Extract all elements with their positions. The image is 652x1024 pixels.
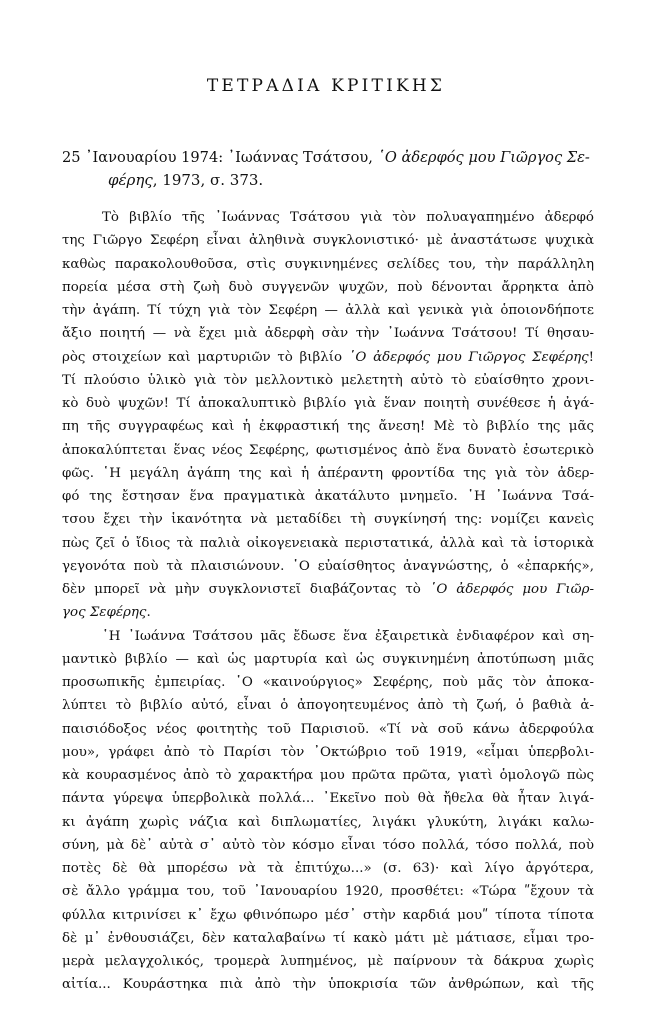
text-line: φῶς. ῾Η μεγάλη ἀγάπη της καὶ ἡ ἀπέραντη φροντίδα της γιὰ τὸν ἀδερ-: [62, 465, 594, 481]
text-line: [62, 601, 594, 624]
text-line: μου», γράφει ἀπὸ τὸ Παρίσι τὸν ᾽Οκτώβριο τοῦ 1919, «εἶμαι ὑπερβολι-: [62, 744, 594, 760]
text-line: ποτὲς δὲ θὰ μπορέσω νὰ τὰ ἐπιτύχω...» (σ. 63)· καὶ λίγο ἀργότερα,: [62, 861, 594, 876]
text-line: ῾Η ᾽Ιωάννα Τσάτσου μᾶς ἔδωσε ἕνα ἐξαιρετικὰ ἐνδιαφέρον καὶ ση-: [102, 628, 594, 644]
text-segment: .: [146, 605, 151, 621]
book-title-italic: ῾Ο ἀδερφός μου Γιῶργος Σεφέρης: [348, 349, 589, 365]
citation-line-1: [62, 146, 592, 169]
text-line: της Γιῶργο Σεφέρη εἶναι ἀληθινὰ συγκλονιστικό· μὲ ἀναστάτωσε ψυχικὰ: [62, 233, 594, 249]
text-segment: ρὸς στοιχείων καὶ μαρτυριῶν τὸ βιβλίο: [62, 349, 349, 365]
text-line: πη τῆς συγγραφέως καὶ ἡ ἐκφραστική της ἄνεση! Μὲ τὸ βιβλίο της μᾶς: [62, 419, 594, 435]
citation-line-2: [62, 169, 592, 192]
text-line: φύλλα κιτρινίσει κ᾽ ἔχω φθινόπωρο μέσ᾽ στὴν καρδιά μουʺ τίποτα τίποτα: [62, 907, 594, 923]
text-line: ἄξιο ποιητή — νὰ ἔχει μιὰ ἀδερφὴ σὰν τὴν ᾽Ιωάννα Τσάτσου! Τί θησαυ-: [62, 326, 594, 342]
text-line: [62, 578, 594, 601]
text-line: γεγονότα ποὺ τὰ πλαισιώνουν. ῾Ο εὐαίσθητος ἀναγνώστης, ὁ «ἐπαρκής»,: [62, 558, 594, 574]
text-line: λύπτει τὸ βιβλίο αὐτό, εἶναι ὁ ἀπογοητευμένος ἀπὸ τὴ ζωή, ὁ βαθιὰ ἀ-: [62, 698, 594, 714]
running-header: ΤΕΤΡΑΔΙΑ ΚΡΙΤΙΚΗΣ: [206, 76, 446, 96]
entry-body: [62, 206, 594, 997]
text-line: τὴν ἀγάπη. Τί τύχη γιὰ τὸν Σεφέρη — ἀλλὰ καὶ γενικὰ γιὰ ὁποιονδήποτε: [62, 303, 594, 318]
text-segment: δὲν μπορεῖ νὰ μὴν συγκλονιστεῖ διαβάζοντας τὸ: [62, 582, 430, 597]
citation-date-author: 25 ᾽Ιανουαρίου 1974: ᾽Ιωάννας Τσάτσου,: [62, 149, 378, 166]
text-line: πὼς ζεῖ ὁ ἴδιος τὰ παλιὰ οἰκογενειακὰ περιστατικά, ἀλλὰ καὶ τὰ ἱστορικὰ: [62, 535, 594, 551]
text-line: μερὰ μελαγχολικός, τρομερὰ λυπημένος, μὲ παίρνουν τὰ δάκρυα χωρὶς: [62, 954, 594, 969]
entry-citation: [62, 146, 592, 192]
text-line: πορεία μέσα στὴ ζωὴ δυὸ συγγενῶν ψυχῶν, ποὺ δένονται ἄρρηκτα ἀπὸ: [62, 279, 594, 295]
text-line: τσου ἔχει τὴν ἱκανότητα νὰ μεταδίδει τὴ συγκίνησή της: νομίζει κανεὶς: [62, 512, 594, 528]
citation-book-title: ῾Ο ἀδερφός μου Γιῶργος Σε-: [377, 149, 590, 166]
text-line: κὰ κουρασμένος ἀπὸ τὸ χαρακτήρα μου πρῶτα πρῶτα, γιατὶ ὁμολογῶ πὼς: [62, 768, 594, 783]
citation-year-page: , 1973, σ. 373.: [152, 171, 264, 189]
text-line: καθὼς παρακολουθοῦσα, στὶς συγκινημένες σελίδες του, τὴν παράλληλη: [62, 256, 594, 272]
text-line: σὲ ἄλλο γράμμα του, τοῦ ᾽Ιανουαρίου 1920, προσθέτει: «Τώρα ʺἔχουν τὰ: [62, 884, 594, 900]
text-line: πάντα γύρεψα ὑπερβολικὰ πολλά... ᾽Εκεῖνο ποὺ θὰ ἤθελα θὰ ἦταν λιγά-: [62, 791, 594, 807]
text-segment: !: [588, 349, 594, 365]
book-title-italic: ῾Ο ἀδερφός μου Γιῶρ-: [429, 582, 594, 597]
citation-book-title-cont: φέρης: [108, 171, 153, 189]
text-line: Τί πλούσιο ὑλικὸ γιὰ τὸν μελλοντικὸ μελετητὴ αὐτὸ τὸ εὐαίσθητο χρονι-: [62, 372, 594, 388]
text-line: μαντικὸ βιβλίο — καὶ ὡς μαρτυρία καὶ ὡς συγκινημένη ἀποτύπωση μιᾶς: [62, 651, 594, 667]
text-line: αἰτία... Κουράστηκα πιὰ ἀπὸ τὴν ὑποκρισία τῶν ἀνθρώπων, καὶ τῆς: [62, 977, 594, 993]
text-line: σύνη, μὰ δὲ᾽ αὐτὰ σ᾽ αὐτὸ τὸν κόσμο εἶναι τόσο πολλά, τόσο πολλά, ποὺ: [62, 837, 594, 853]
text-line: προσωπικῆς ἐμπειρίας. ῾Ο «καινούργιος» Σεφέρης, ποὺ μᾶς τὸν ἀποκα-: [62, 675, 594, 690]
text-line: κι ἀγάπη χωρὶς νάζια καὶ διπλωματίες, λιγάκι γλυκύτη, λιγάκι καλω-: [62, 814, 594, 830]
text-line: φό της ἔστησαν ἕνα πραγματικὰ ἀκατάλυτο μνημεῖο. ῾Η ᾽Ιωάννα Τσά-: [62, 489, 594, 504]
text-line: παισιόδοξος νέος φοιτητὴς τοῦ Παρισιοῦ. «Τί νὰ σοῦ κάνω ἀδερφούλα: [62, 721, 594, 737]
text-line: Τὸ βιβλίο τῆς ᾽Ιωάννας Τσάτσου γιὰ τὸν πολυαγαπημένο ἀδερφό: [102, 210, 594, 225]
book-title-italic: γος Σεφέρης: [62, 605, 147, 621]
text-line: δὲ μ᾽ ἐνθουσιάζει, δὲν καταλαβαίνω τί κακὸ μάτι μὲ μάτιασε, εἶμαι τρο-: [62, 930, 594, 946]
text-line: κὸ δυὸ ψυχῶν! Τί ἀποκαλυπτικὸ βιβλίο γιὰ ἕναν ποιητὴ συνέθεσε ἡ ἀγά-: [62, 396, 594, 411]
text-line: ἀποκαλύπτεται ἕνας νέος Σεφέρης, φωτισμένος ἀπὸ ἕνα δυνατὸ ἐσωτερικὸ: [62, 442, 594, 458]
text-line: [62, 346, 594, 369]
